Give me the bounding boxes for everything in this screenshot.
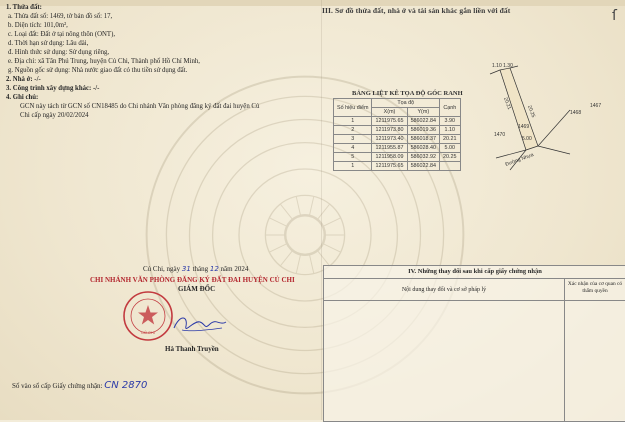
signer-name: Hà Thanh Truyền [165, 345, 219, 353]
coords-cell-y: 586018.37 [407, 135, 439, 144]
coords-cell-pt: 1 [334, 162, 372, 171]
map-parcel-1470: 1470 [494, 132, 506, 138]
coords-cell-x: 1211955.87 [372, 144, 407, 153]
coords-row [334, 144, 461, 153]
coords-cell-edge: 3.90 [440, 117, 461, 126]
coords-cell-y: 586022.84 [407, 162, 439, 171]
notes-line-1: GCN này tách từ GCN số CN18485 do Chi nhánh Văn phòng đăng ký đất đai huyện Củ [20, 103, 260, 110]
notes-line-2: Chi cấp ngày 20/02/2024 [20, 112, 89, 119]
issue-date: Củ Chi, ngày 31 tháng 12 năm 2024 [143, 265, 249, 273]
parcel-sketch-map [460, 58, 625, 198]
land-area: b. Diện tích: 101,0m², [8, 22, 68, 29]
coords-cell-edge: 20.25 [440, 153, 461, 162]
map-parcel-1467: 1467 [590, 103, 602, 109]
top-cropped-strip [0, 0, 625, 6]
red-seal-stamp [122, 290, 174, 342]
coords-row [334, 153, 461, 162]
coords-cell-edge: 1.10 [440, 126, 461, 135]
coords-cell-x: 1211975.65 [372, 117, 407, 126]
changes-table [323, 265, 625, 422]
land-form: đ. Hình thức sử dụng: Sử dụng riêng, [8, 49, 110, 56]
coords-table-title: BẢNG LIỆT KÊ TỌA ĐỘ GÓC RANH [352, 90, 463, 97]
coords-row [334, 117, 461, 126]
land-address: e. Địa chỉ: xã Tân Phú Trung, huyện Củ Chi, Thành phố Hồ Chí Minh, [8, 58, 200, 65]
changes-col-content: Nội dung thay đổi và cơ sở pháp lý [324, 278, 565, 301]
col-y: Y(m) [407, 108, 439, 117]
col-coords: Tọa độ [372, 99, 440, 108]
coords-row [334, 126, 461, 135]
issuing-authority: CHI NHÁNH VĂN PHÒNG ĐĂNG KÝ ĐẤT ĐAI HUYỆN CỦ CHI [90, 276, 295, 284]
land-term: d. Thời hạn sử dụng: Lâu dài, [8, 40, 89, 47]
coords-cell-x: 1211973.80 [372, 126, 407, 135]
coords-cell-edge [440, 162, 461, 171]
col-x: X(m) [372, 108, 407, 117]
map-label-bottom: 5.00 [522, 136, 532, 142]
land-heading: 1. Thửa đất: [6, 4, 42, 11]
coords-cell-pt: 5 [334, 153, 372, 162]
col-point: Số hiệu điểm [334, 99, 372, 117]
coords-table [333, 98, 461, 171]
coords-cell-x: 1211958.09 [372, 153, 407, 162]
coords-cell-edge: 20.21 [440, 135, 461, 144]
map-label-top: 1.10 1.30 [492, 63, 513, 69]
map-label-side-2: 20.25 [526, 104, 537, 119]
fold-line [321, 0, 322, 420]
coords-row [334, 162, 461, 171]
coords-cell-x: 1211973.40 [372, 135, 407, 144]
svg-text:CỦ CHI: CỦ CHI [141, 330, 155, 335]
changes-body-content [324, 300, 565, 422]
changes-body-confirm [564, 300, 625, 422]
section-header-land: III. Sơ đồ thửa đất, nhà ở và tài sản khác gắn liền với đất [322, 6, 511, 15]
coords-cell-y: 586028.40 [407, 144, 439, 153]
coords-cell-pt: 3 [334, 135, 372, 144]
map-label-side-1: 20.21 [502, 96, 513, 111]
changes-col-confirm: Xác nhận của cơ quan có thẩm quyền [564, 278, 625, 300]
other-construction-heading: 3. Công trình xây dựng khác: -/- [6, 85, 100, 92]
coords-cell-y: 586032.92 [407, 153, 439, 162]
coords-row [334, 135, 461, 144]
coords-cell-y: 586019.36 [407, 126, 439, 135]
coords-cell-edge: 5.00 [440, 144, 461, 153]
cropped-text-fragment: ſ [612, 8, 617, 24]
handwritten-signature [170, 310, 230, 336]
map-road-label: Đường Nhựa [504, 152, 535, 168]
col-edge: Cạnh [440, 99, 461, 117]
coords-cell-y: 586022.84 [407, 117, 439, 126]
changes-title: IV. Những thay đổi sau khi cấp giấy chứng nhận [408, 268, 542, 275]
coords-cell-pt: 1 [334, 117, 372, 126]
land-parcel-line: a. Thửa đất số: 1469, tờ bản đồ số: 17, [8, 13, 113, 20]
land-type: c. Loại đất: Đất ở tại nông thôn (ONT), [8, 31, 116, 38]
land-origin: g. Nguồn gốc sử dụng: Nhà nước giao đất có thu tiền sử dụng đất. [8, 67, 188, 74]
map-parcel-1469: 1469 [518, 124, 530, 130]
coords-cell-pt: 2 [334, 126, 372, 135]
house-heading: 2. Nhà ở: -/- [6, 76, 41, 83]
register-number: Số vào sổ cấp Giấy chứng nhận: CN 2870 [12, 380, 148, 391]
coords-cell-pt: 4 [334, 144, 372, 153]
director-title: GIÁM ĐỐC [178, 285, 216, 293]
notes-heading: 4. Ghi chú: [6, 94, 39, 101]
map-parcel-1468: 1468 [570, 110, 582, 116]
coords-cell-x: 1211975.65 [372, 162, 407, 171]
